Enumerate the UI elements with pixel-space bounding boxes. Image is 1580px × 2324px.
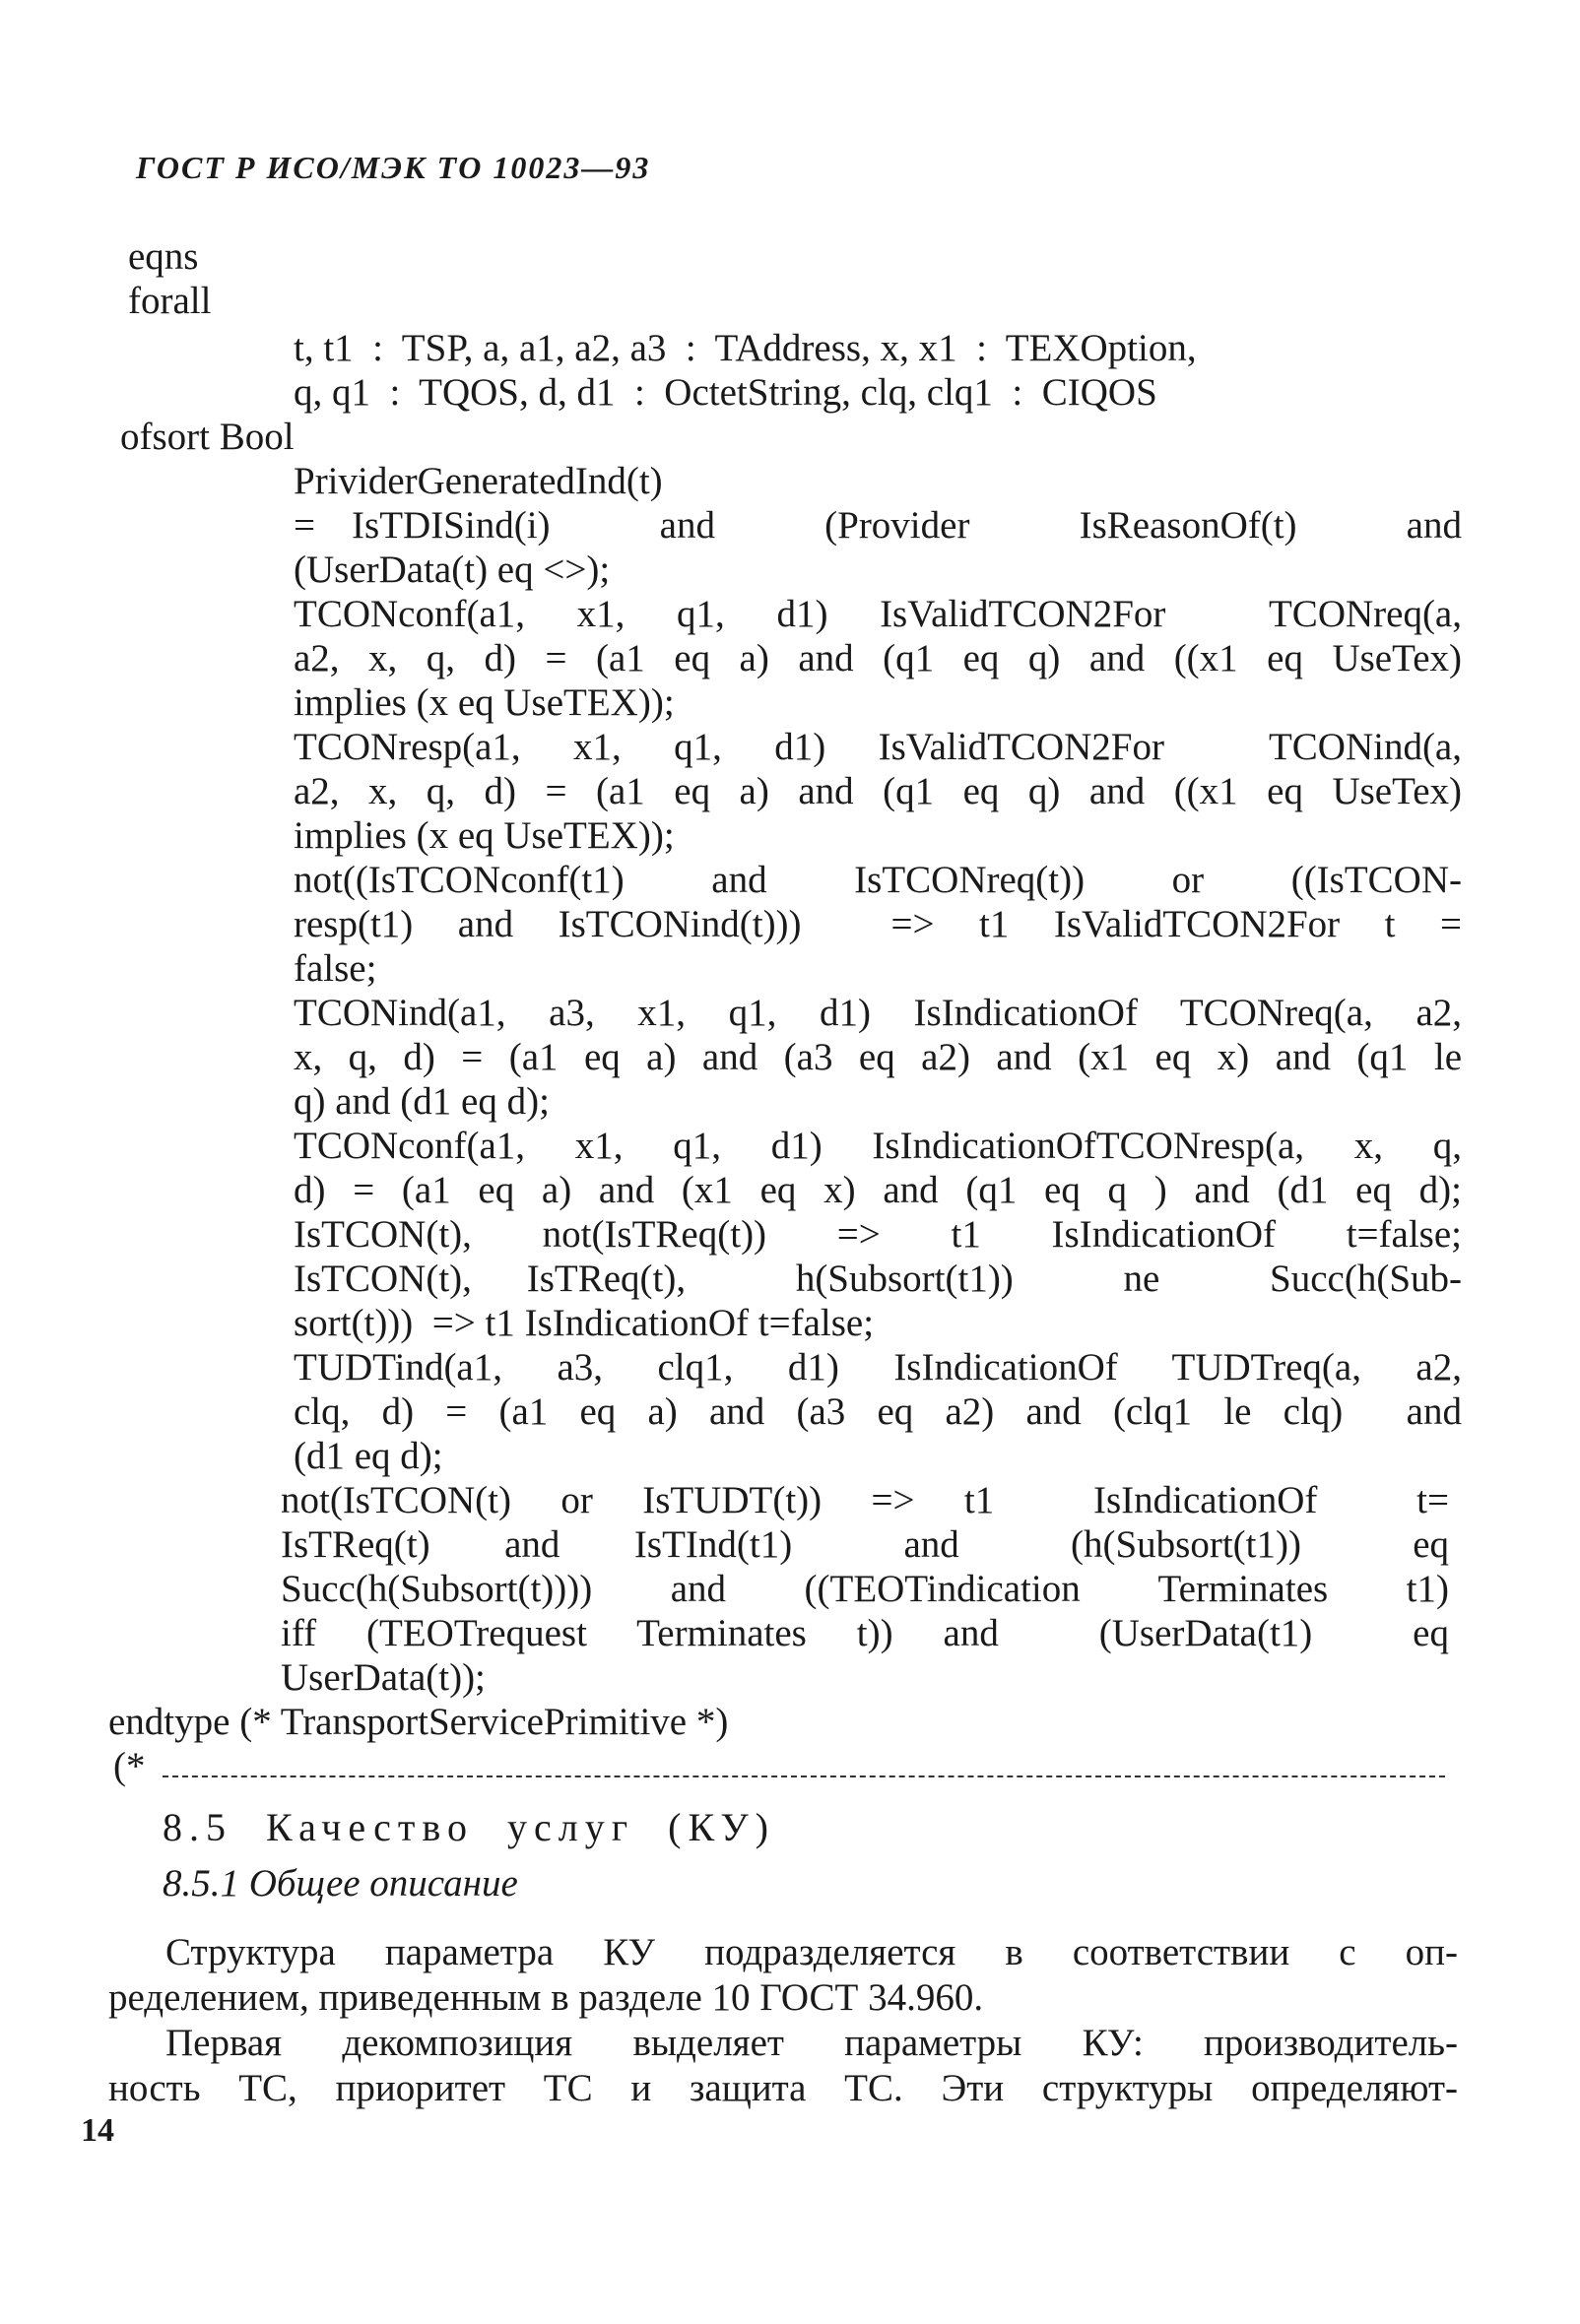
code-line: (d1 eq d); xyxy=(294,1435,443,1477)
code-line: IsTReq(t) and IsTInd(t1) and (h(Subsort(t1)) eq xyxy=(281,1523,1449,1566)
code-line: implies (x eq UseTEX)); xyxy=(294,814,675,857)
section-title: 8.5 Качество услуг (КУ) xyxy=(163,1805,775,1849)
paragraph-line: ность ТС, приоритет ТС и защита ТС. Эти структуры определяют- xyxy=(108,2067,1458,2109)
code-line: = IsTDISind(i) and (Provider IsReasonOf(t) and xyxy=(294,504,1462,547)
paragraph xyxy=(108,2021,1458,2111)
code-line: sort(t))) => t1 IsIndicationOf t=false; xyxy=(294,1302,875,1344)
code-line: forall xyxy=(128,280,212,322)
code-line: d) = (a1 eq a) and (x1 eq x) and (q1 eq q ) and (d1 eq d); xyxy=(294,1169,1462,1211)
paragraph-line: ределением, приведенным в разделе 10 ГОСТ 34.960. xyxy=(108,1976,984,2019)
code-line: a2, x, q, d) = (a1 eq a) and (q1 eq q) and ((x1 eq UseTex) xyxy=(294,770,1462,812)
code-line: IsTCON(t), IsTReq(t), h(Subsort(t1)) ne Succ(h(Sub- xyxy=(294,1258,1462,1300)
code-line: IsTCON(t), not(IsTReq(t)) => t1 IsIndicationOf t=false; xyxy=(294,1213,1462,1256)
page-number: 14 xyxy=(81,2112,114,2149)
code-line: TUDTind(a1, a3, clq1, d1) IsIndicationOf TUDTreq(a, a2, xyxy=(294,1346,1462,1388)
code-line: Succ(h(Subsort(t)))) and ((TEOTindication Terminates t1) xyxy=(281,1568,1449,1610)
code-line: (UserData(t) eq <>); xyxy=(294,549,611,591)
code-line: a2, x, q, d) = (a1 eq a) and (q1 eq q) and ((x1 eq UseTex) xyxy=(294,637,1462,679)
code-line: TCONconf(a1, x1, q1, d1) IsIndicationOfTCONresp(a, x, q, xyxy=(294,1125,1462,1167)
code-line: q, q1 : TQOS, d, d1 : OctetString, clq, clq1 : CIQOS xyxy=(294,371,1157,414)
code-line: iff (TEOTrequest Terminates t)) and (UserData(t1) eq xyxy=(281,1612,1449,1654)
code-line: t, t1 : TSP, a, a1, a2, a3 : TAddress, x, x1 : TEXOption, xyxy=(294,327,1197,369)
code-line: clq, d) = (a1 eq a) and (a3 eq a2) and (clq1 le clq) and xyxy=(294,1390,1462,1433)
code-line: not((IsTCONconf(t1) and IsTCONreq(t)) or ((IsTCON- xyxy=(294,859,1462,901)
code-line: endtype (* TransportServicePrimitive *) xyxy=(108,1701,729,1743)
code-line: (* xyxy=(113,1745,146,1787)
code-line: ofsort Bool xyxy=(120,416,295,458)
code-line: eqns xyxy=(128,235,199,278)
code-line: UserData(t)); xyxy=(281,1656,486,1699)
code-line: x, q, d) = (a1 eq a) and (a3 eq a2) and (x1 eq x) and (q1 le xyxy=(294,1036,1462,1078)
page-header: ГОСТ Р ИСО/МЭК ТО 10023—93 xyxy=(136,150,651,185)
code-line: not(IsTCON(t) or IsTUDT(t)) => t1 IsIndicationOf t= xyxy=(281,1479,1449,1521)
code-line: false; xyxy=(294,947,377,990)
paragraph xyxy=(108,1930,1458,2021)
code-line: q) and (d1 eq d); xyxy=(294,1080,550,1123)
code-line: TCONind(a1, a3, x1, q1, d1) IsIndicationOf TCONreq(a, a2, xyxy=(294,992,1462,1034)
code-line: TCONconf(a1, x1, q1, d1) IsValidTCON2For TCONreq(a, xyxy=(294,593,1462,635)
paragraph-line: Первая декомпозиция выделяет параметры КУ: производитель- xyxy=(165,2022,1458,2064)
code-line: resp(t1) and IsTCONind(t))) => t1 IsValidTCON2For t = xyxy=(294,903,1462,945)
paragraph-line: Структура параметра КУ подразделяется в соответствии с оп- xyxy=(165,1931,1458,1973)
code-line: PrividerGeneratedInd(t) xyxy=(294,460,663,502)
code-line: TCONresp(a1, x1, q1, d1) IsValidTCON2For TCONind(a, xyxy=(294,726,1462,768)
subsection-title: 8.5.1 Общее описание xyxy=(163,1862,518,1904)
dashed-separator xyxy=(163,1775,1445,1777)
code-line: implies (x eq UseTEX)); xyxy=(294,681,675,724)
